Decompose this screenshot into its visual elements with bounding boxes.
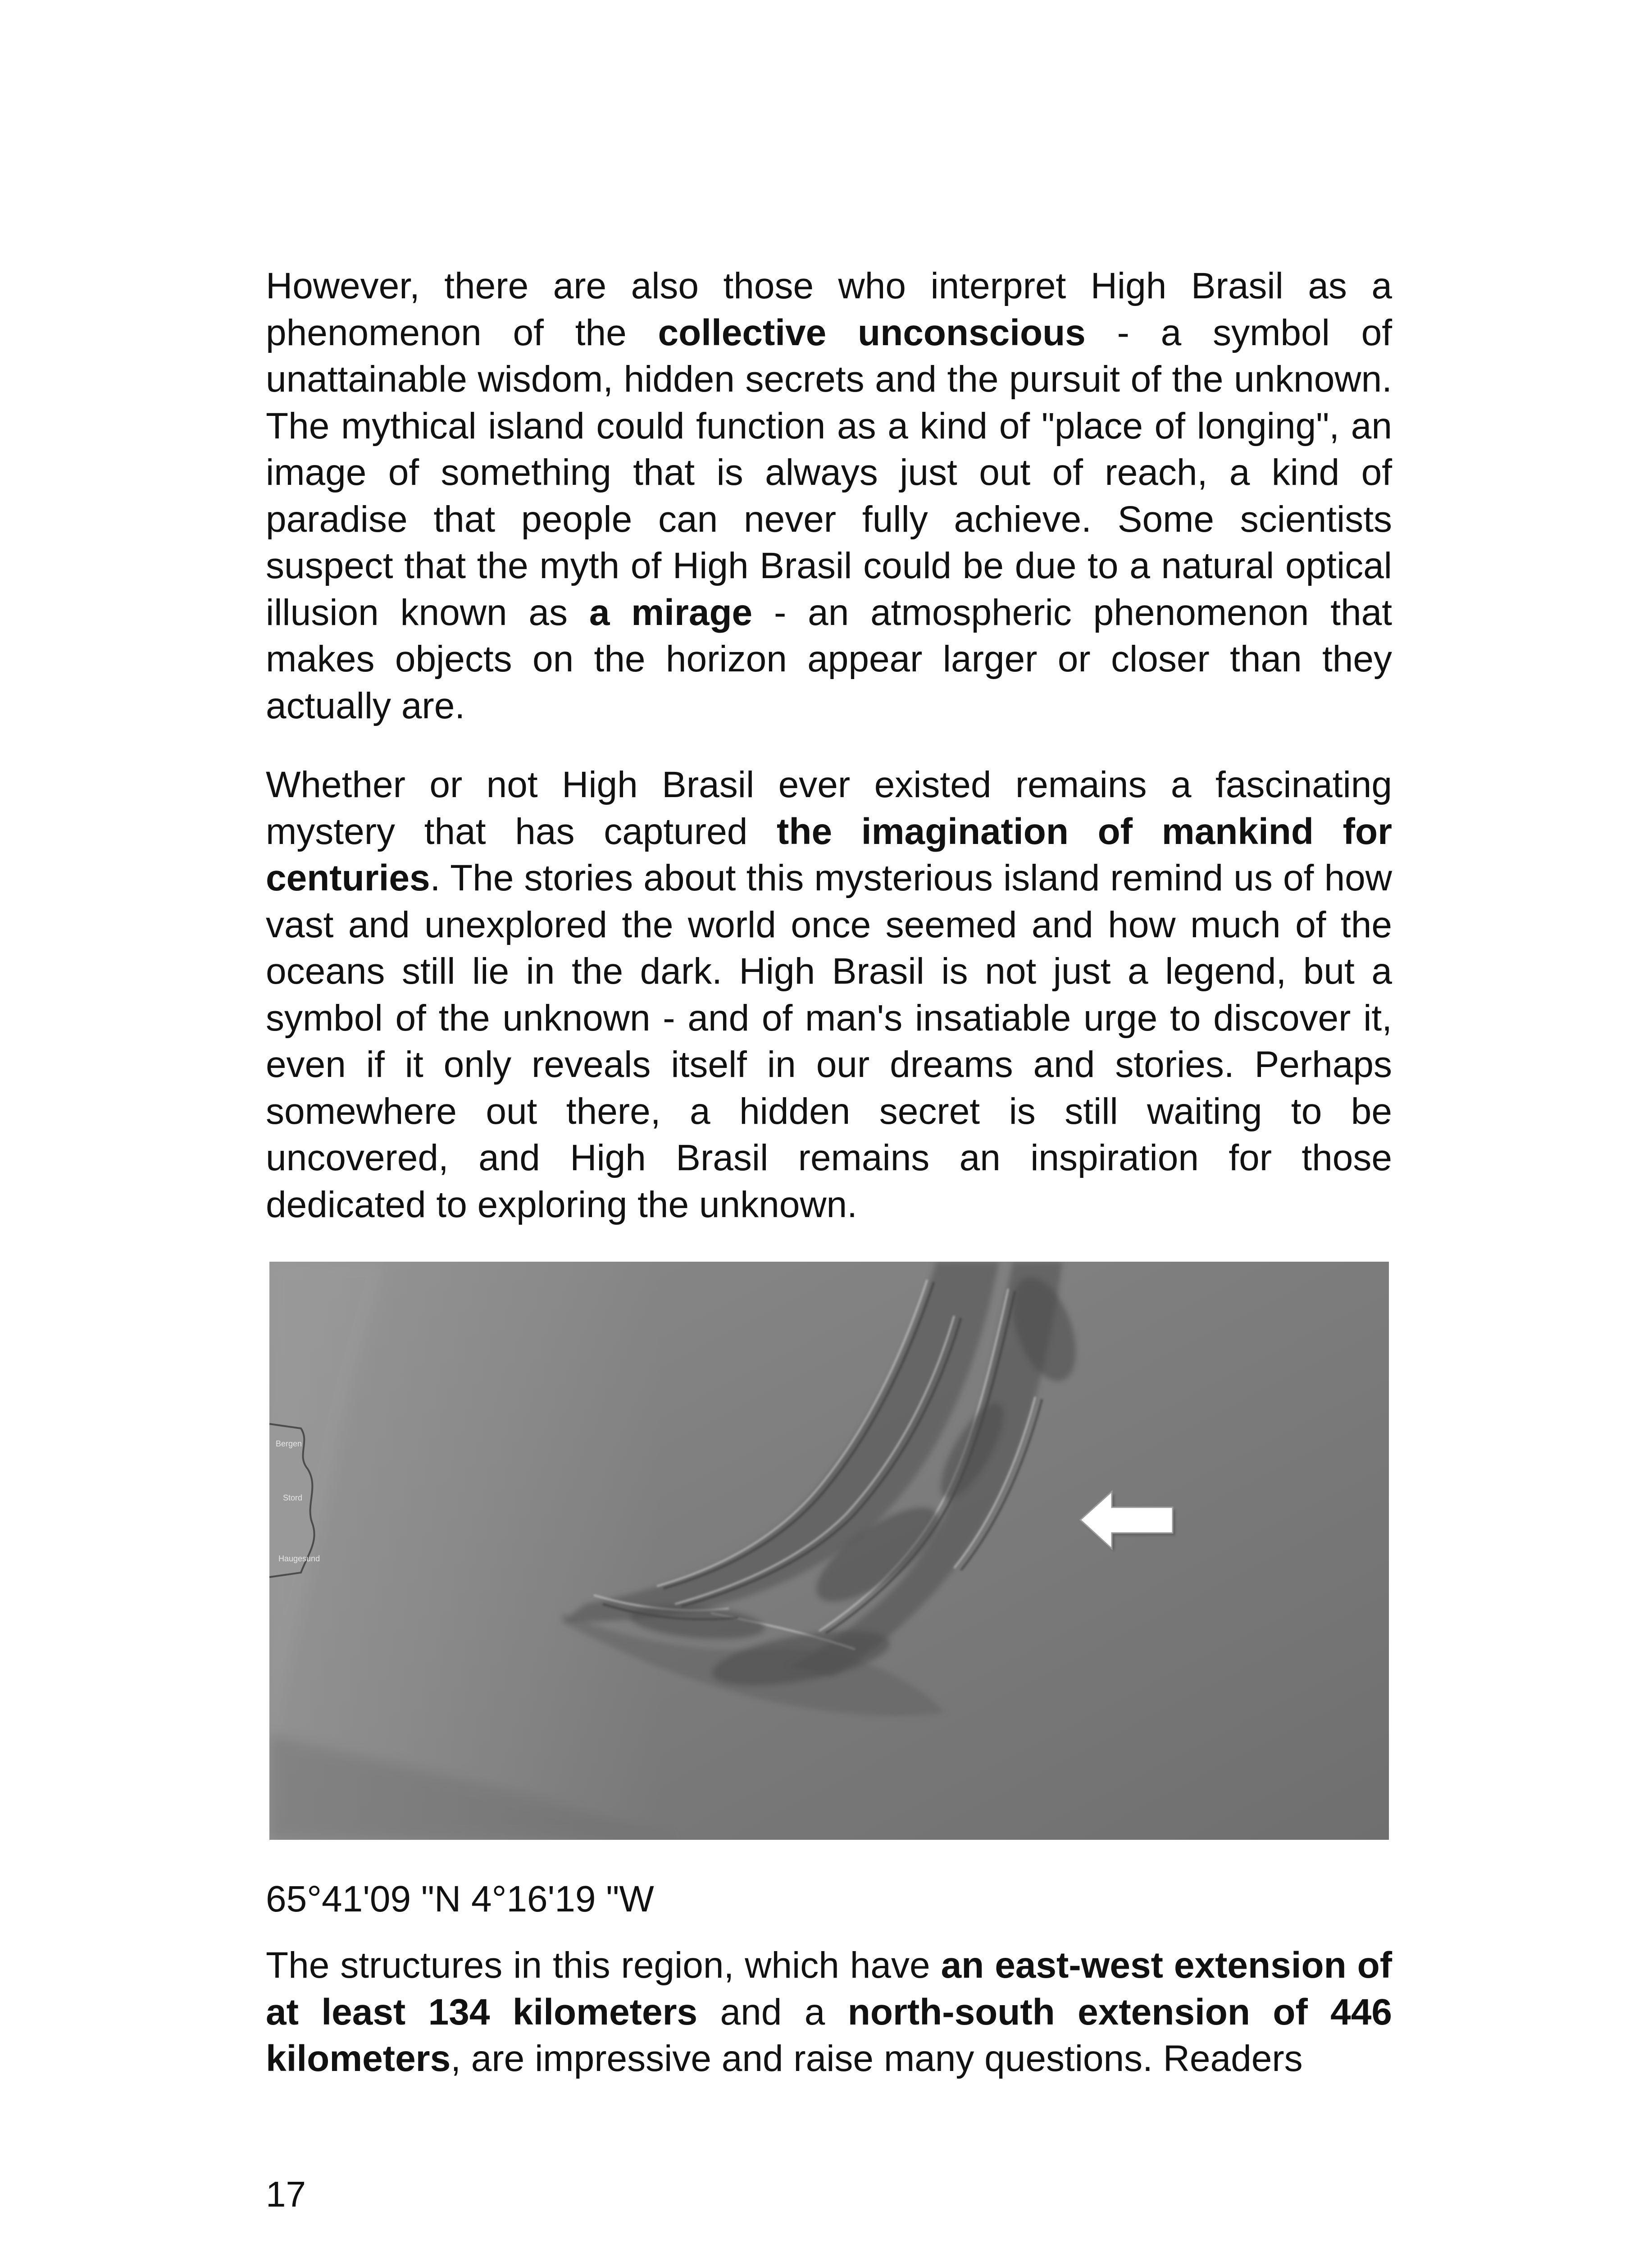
body-text: , are impressive and raise many questions. Readers [451,2038,1303,2079]
emphasis-text: an east-west extension of at least 134 kilometers [266,1945,1393,2033]
emphasis-text: collective unconscious [658,312,1086,353]
body-text: . The stories about this mysterious island remind us of how vast and unexplored the world once seemed and how much of the oceans still lie in the dark. High Brasil is not just a legend, but a symbol of the unknown - and of man's insatiable urge to discover it, even if it only reveals itself in our dreams and stories. Perhaps somewhere out there, a hidden secret is still waiting to be uncovered, and High Brasil remains an inspiration for those dedicated to exploring the unknown. [266,857,1392,1225]
emphasis-text: north-south extension of 446 kilometers [266,1991,1392,2079]
map-label-bergen: Bergen [276,1439,302,1448]
seafloor-relief-image [269,1262,1389,1840]
image-caption-coordinates: 65°41'09 "N 4°16'19 "W [266,1879,654,1920]
paragraph-3 [266,1942,1392,2082]
page-number: 17 [266,2174,306,2214]
body-text: Whether or not High Brasil ever existed remains a fascinating mystery that has captured [266,764,1392,852]
emphasis-text: the imagination of mankind for centuries [266,811,1392,898]
body-text: However, there are also those who interpret High Brasil as a phenomenon of the [266,265,1392,353]
emphasis-text: a mirage [589,592,753,633]
map-label-haugesund: Haugesund [278,1554,320,1563]
body-text: - a symbol of unattainable wisdom, hidden secrets and the pursuit of the unknown. The mythical island could function as a kind of "place of longing", an image of something that is always just out of reach, a kind of paradise that people can never fully achieve. Some scientists suspect that the myth of High Brasil could be due to a natural optical illusion known as [266,312,1392,633]
body-text: The structures in this region, which have [266,1945,941,1986]
paragraph-1 [266,263,1392,729]
body-text: and a [697,1991,848,2033]
paragraph-2 [266,762,1392,1228]
map-label-stord: Stord [283,1493,303,1502]
body-text: - an atmospheric phenomenon that makes objects on the horizon appear larger or closer than they actually are. [266,592,1392,726]
